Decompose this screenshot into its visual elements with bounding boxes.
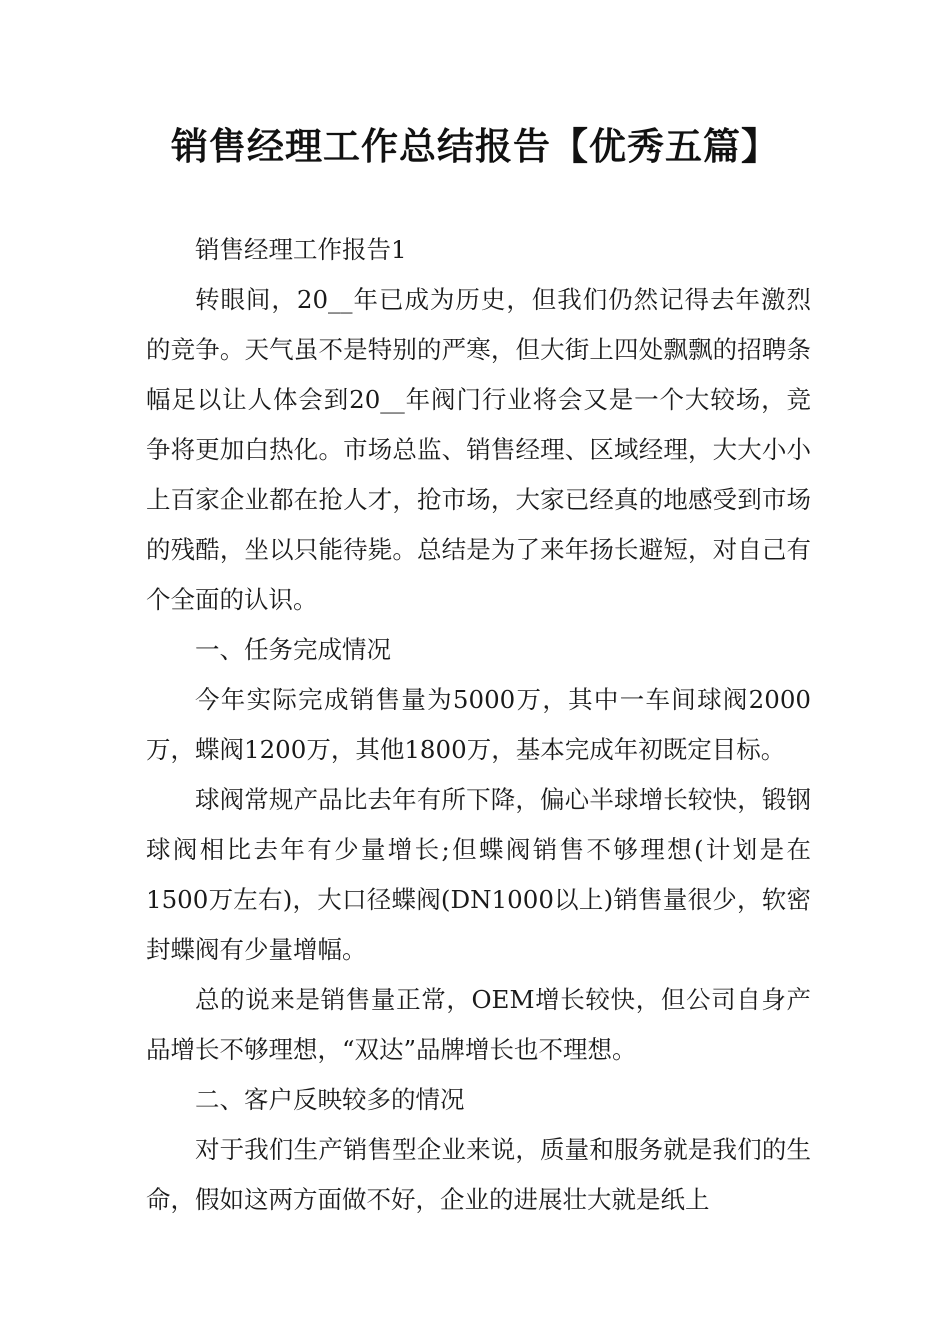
section-heading: 一、任务完成情况: [195, 635, 391, 664]
body-paragraph: 今年实际完成销售量为5000万，其中一车间球阀2000万，蝶阀1200万，其他1800万，基本完成年初既定目标。: [146, 685, 811, 764]
body-paragraph: 转眼间，20__年已成为历史，但我们仍然记得去年激烈的竞争。天气虽不是特别的严寒，但大街上四处飘飘的招聘条幅足以让人体会到20__年阀门行业将会又是一个大较场，竞争将更加白热化。市场总监、销售经理、区域经理，大大小小上百家企业都在抢人才，抢市场，大家已经真的地感受到市场的残酷，坐以只能待毙。总结是为了来年扬长避短，对自己有个全面的认识。: [146, 285, 811, 614]
document-body: [146, 225, 811, 1225]
body-paragraph: 对于我们生产销售型企业来说，质量和服务就是我们的生命，假如这两方面做不好，企业的进展壮大就是纸上: [146, 1135, 811, 1214]
body-paragraph: 球阀常规产品比去年有所下降，偏心半球增长较快，锻钢球阀相比去年有少量增长;但蝶阀销售不够理想(计划是在1500万左右)，大口径蝶阀(DN1000以上)销售量很少，软密封蝶阀有少量增幅。: [146, 785, 811, 964]
document-title: 销售经理工作总结报告【优秀五篇】: [171, 125, 779, 168]
section-heading: 二、客户反映较多的情况: [195, 1085, 465, 1114]
section-heading: 销售经理工作报告1: [195, 235, 407, 264]
body-paragraph: 总的说来是销售量正常，OEM增长较快，但公司自身产品增长不够理想，“双达”品牌增长也不理想。: [146, 985, 811, 1064]
